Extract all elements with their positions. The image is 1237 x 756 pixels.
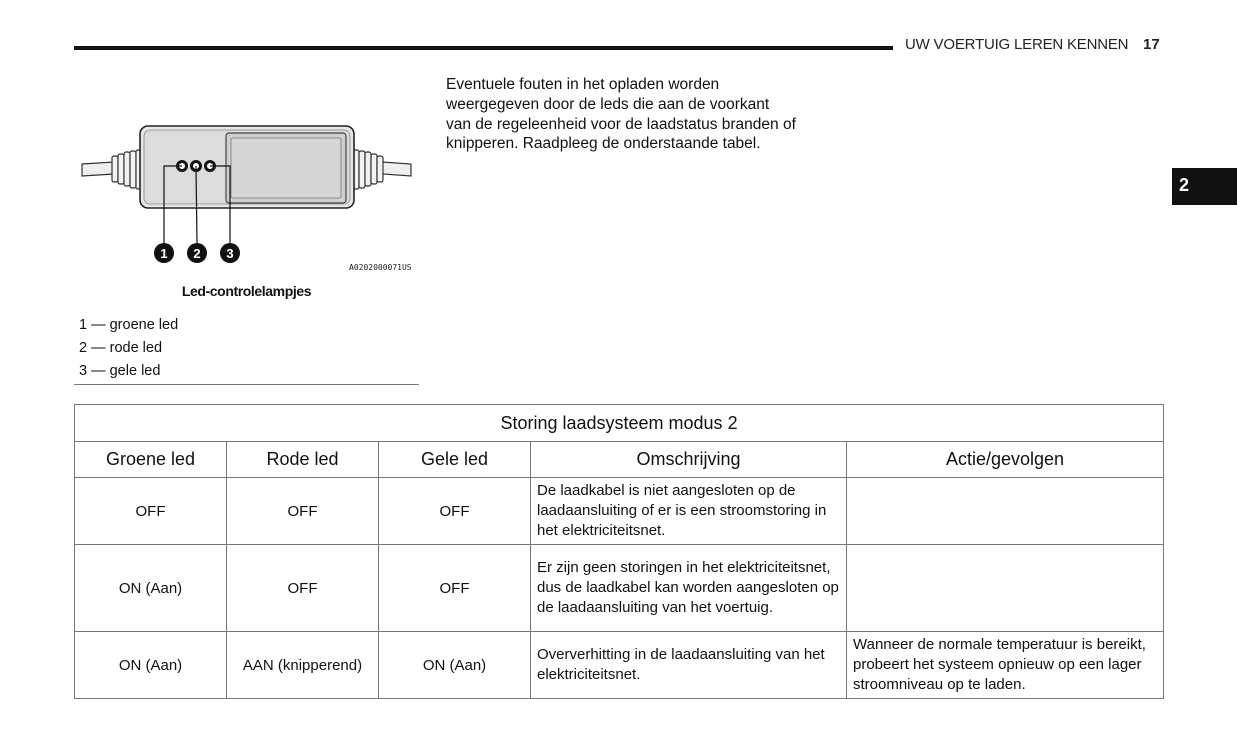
led-legend <box>79 316 419 385</box>
table-header-row <box>75 442 1164 478</box>
cell-red: OFF <box>227 478 379 545</box>
chapter-tab[interactable]: 2 <box>1172 168 1237 205</box>
svg-text:1: 1 <box>160 246 168 261</box>
col-header-red: Rode led <box>227 442 379 478</box>
cell-description: De laadkabel is niet aangesloten op de laadaansluiting of er is een stroomstoring in het elektriciteitsnet. <box>531 478 847 545</box>
callout-2 <box>187 243 207 263</box>
table-row <box>75 478 1164 545</box>
intro-paragraph: Eventuele fouten in het opladen worden weergegeven door de leds die aan de voorkant van de regeleenheid voor de laadstatus branden of knipperen. Raadpleeg de onderstaande tabel. <box>446 76 796 153</box>
cell-action: Wanneer de normale temperatuur is bereikt, probeert het systeem opnieuw op een lager stroomniveau op te laden. <box>847 632 1164 699</box>
header-rule <box>74 46 893 50</box>
section-title: UW VOERTUIG LEREN KENNEN <box>905 36 1129 53</box>
cell-action <box>847 545 1164 632</box>
cell-yellow: OFF <box>379 545 531 632</box>
cell-green: ON (Aan) <box>75 545 227 632</box>
figure-code: A0202000071US <box>349 263 412 272</box>
col-header-green: Groene led <box>75 442 227 478</box>
cell-description: Oververhitting in de laadaansluiting van het elektriciteitsnet. <box>531 632 847 699</box>
col-header-description: Omschrijving <box>531 442 847 478</box>
cell-green: ON (Aan) <box>75 632 227 699</box>
table-row <box>75 545 1164 632</box>
legend-item-green: 1 — groene led <box>79 317 179 333</box>
cell-description: Er zijn geen storingen in het elektriciteitsnet, dus de laadkabel kan worden aangesloten op de laadaansluiting van het voertuig. <box>531 545 847 632</box>
page-number: 17 <box>1143 36 1160 53</box>
legend-divider <box>74 384 419 385</box>
cell-action <box>847 478 1164 545</box>
callout-3 <box>220 243 240 263</box>
svg-text:2: 2 <box>193 246 201 261</box>
col-header-yellow: Gele led <box>379 442 531 478</box>
cell-red: AAN (knipperend) <box>227 632 379 699</box>
fault-table <box>74 404 1164 699</box>
charging-control-unit-illustration <box>74 112 419 277</box>
figure-caption: Led-controlelampjes <box>181 283 312 299</box>
callout-1 <box>154 243 174 263</box>
legend-item-red: 2 — rode led <box>79 340 163 356</box>
cell-yellow: OFF <box>379 478 531 545</box>
svg-text:3: 3 <box>226 246 234 261</box>
cell-red: OFF <box>227 545 379 632</box>
cell-yellow: ON (Aan) <box>379 632 531 699</box>
table-title: Storing laadsysteem modus 2 <box>75 405 1164 442</box>
col-header-action: Actie/gevolgen <box>847 442 1164 478</box>
cell-green: OFF <box>75 478 227 545</box>
legend-item-yellow: 3 — gele led <box>79 363 161 379</box>
table-row <box>75 632 1164 699</box>
